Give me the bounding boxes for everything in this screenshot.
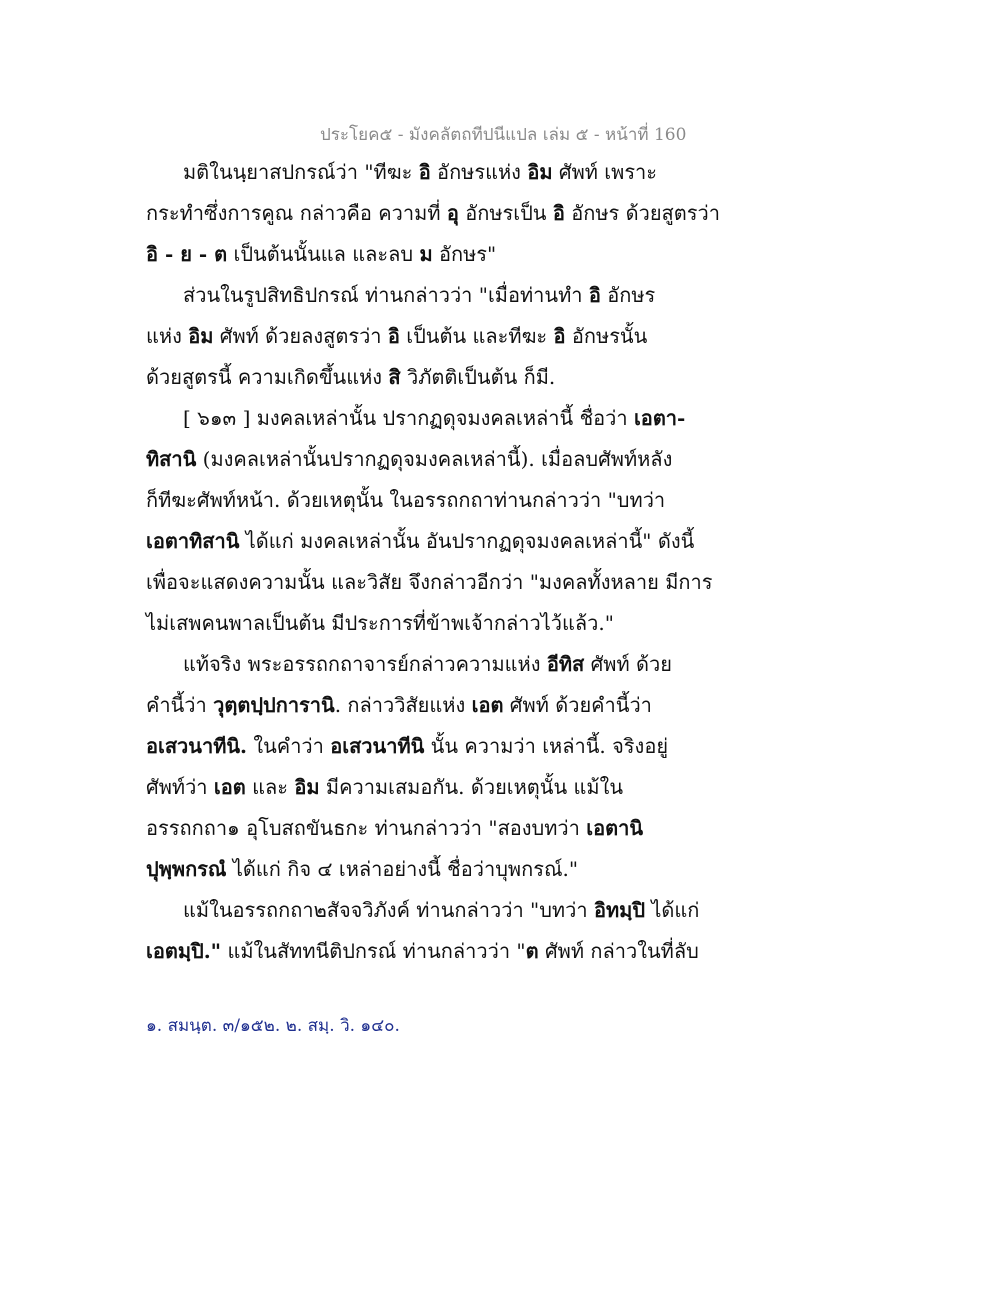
bold-term: อิ — [418, 160, 431, 184]
text-line-8 — [146, 445, 686, 473]
text-run: ศัพท์ กล่าวในที่ลับ — [538, 939, 699, 963]
text-line-3 — [146, 240, 686, 268]
text-line-2 — [146, 199, 720, 227]
bold-term: อิ — [387, 324, 400, 348]
text-run: มติในนฺยาสปกรณ์ว่า "ทีฆะ — [183, 160, 419, 184]
text-line-17 — [146, 814, 686, 842]
running-head: ประโยค๕ - มังคลัตถทีปนีแปล เล่ม ๕ - หน้าที่ 160 — [320, 125, 687, 145]
bold-term: อิม — [527, 160, 553, 184]
bold-term: เอตานิ — [586, 816, 643, 840]
text-run: ส่วนในรูปสิทธิปกรณ์ ท่านกล่าวว่า "เมื่อท่านทำ — [183, 283, 589, 307]
text-line-5 — [146, 322, 686, 350]
text-run: เป็นต้น และทีฆะ — [399, 324, 554, 348]
text-line-16 — [146, 773, 686, 801]
text-line-11 — [146, 568, 713, 596]
text-line-13 — [183, 650, 686, 678]
text-run: แม้ในสัททนีติปกรณ์ ท่านกล่าวว่า " — [221, 939, 526, 963]
bold-term: อิ - ย - ต — [146, 242, 228, 266]
text-line-4 — [183, 281, 686, 309]
text-run: อักษรนั้น — [565, 324, 648, 348]
text-run: เป็นต้นนั้นแล และลบ — [227, 242, 420, 266]
text-line-9 — [146, 486, 686, 514]
bold-term: อิ — [588, 283, 601, 307]
text-run: ก็ทีฆะศัพท์หน้า. ด้วยเหตุนั้น ในอรรถกถาท่านกล่าวว่า "บทว่า — [146, 488, 666, 512]
text-run: ศัพท์ ด้วยคำนี้ว่า — [503, 693, 652, 717]
bold-term: สิ — [388, 365, 401, 389]
text-run: แท้จริง พระอรรถกถาจารย์กล่าวความแห่ง — [183, 652, 547, 676]
text-run: และ — [245, 775, 295, 799]
bold-term: ต — [525, 939, 539, 963]
bold-term: เอตมฺปิ." — [146, 939, 222, 963]
text-line-7 — [183, 404, 686, 432]
bold-term: ปุพฺพกรณํ — [146, 857, 227, 881]
text-run: ศัพท์ เพราะ — [552, 160, 658, 184]
text-line-18 — [146, 855, 686, 883]
text-run: แม้ในอรรถกถา๒สัจจวิภังค์ ท่านกล่าวว่า "บทว่า — [183, 898, 594, 922]
text-line-20 — [146, 937, 699, 965]
text-run: คำนี้ว่า — [146, 693, 214, 717]
text-run: ไม่เสพคนพาลเป็นต้น มีประการที่ข้าพเจ้ากล่าวไว้แล้ว." — [146, 611, 614, 635]
text-line-15 — [146, 732, 686, 760]
text-run: ศัพท์ว่า — [146, 775, 214, 799]
bold-term: เอต — [471, 693, 504, 717]
text-line-14 — [146, 691, 686, 719]
text-run: อักษร — [600, 283, 656, 307]
text-run: ในคำว่า — [247, 734, 331, 758]
text-run: ศัพท์ ด้วย — [584, 652, 672, 676]
text-run: อักษรแห่ง — [430, 160, 528, 184]
bold-term: อิม — [294, 775, 320, 799]
text-run: ศัพท์ ด้วยลงสูตรว่า — [213, 324, 388, 348]
text-run: (มงคลเหล่านั้นปรากฏดุจมงคลเหล่านี้). เมื่อลบศัพท์หลัง — [196, 447, 673, 471]
text-run: กระทำซึ่งการคูณ กล่าวคือ ความที่ — [146, 201, 447, 225]
text-run: อักษร ด้วยสูตรว่า — [564, 201, 720, 225]
bold-term: วุตฺตปฺปการานิ — [213, 693, 335, 717]
bold-term: อุ — [446, 201, 459, 225]
bold-term: เอต — [213, 775, 246, 799]
text-run: ได้แก่ มงคลเหล่านั้น อันปรากฏดุจมงคลเหล่านี้" ดังนี้ — [239, 529, 695, 553]
bold-term: อิ — [552, 201, 565, 225]
bold-term: อิ — [553, 324, 566, 348]
text-run: นั้น ความว่า เหล่านี้. จริงอยู่ — [424, 734, 669, 758]
bold-term: เอตาทิสานิ — [146, 529, 240, 553]
text-line-1 — [183, 158, 686, 186]
bold-term: ทิสานิ — [146, 447, 197, 471]
footnote: ๑. สมนฺต. ๓/๑๕๒. ๒. สมฺ. วิ. ๑๔๐. — [146, 1016, 400, 1036]
text-run: อักษร" — [432, 242, 497, 266]
text-run: เพื่อจะแสดงความนั้น และวิสัย จึงกล่าวอีกว่า "มงคลทั้งหลาย มีการ — [146, 570, 713, 594]
text-line-6 — [146, 363, 686, 391]
bold-term: อเสวนาทีนิ — [330, 734, 425, 758]
text-line-19 — [183, 896, 700, 924]
text-run: ได้แก่ กิจ ๔ เหล่าอย่างนี้ ชื่อว่าบุพกรณ์." — [226, 857, 579, 881]
text-run: แห่ง — [146, 324, 189, 348]
bold-term: อิม — [188, 324, 214, 348]
bold-term: อีทิส — [546, 652, 585, 676]
text-run: ด้วยสูตรนี้ ความเกิดขึ้นแห่ง — [146, 365, 389, 389]
text-run: อรรถกถา๑ อุโบสถขันธกะ ท่านกล่าวว่า "สองบทว่า — [146, 816, 587, 840]
text-run: มีความเสมอกัน. ด้วยเหตุนั้น แม้ใน — [319, 775, 624, 799]
bold-term: อิทมฺปิ — [593, 898, 646, 922]
bold-term: เอตา- — [633, 406, 686, 430]
bold-term: อเสวนาทีนิ. — [146, 734, 248, 758]
text-line-10 — [146, 527, 695, 555]
text-line-12 — [146, 609, 686, 637]
text-run: วิภัตติเป็นต้น ก็มี. — [400, 365, 556, 389]
text-run: [ ๖๑๓ ] มงคลเหล่านั้น ปรากฏดุจมงคลเหล่านี้ ชื่อว่า — [183, 406, 634, 430]
bold-term: ม — [419, 242, 433, 266]
text-run: ได้แก่ — [645, 898, 700, 922]
text-run: อักษรเป็น — [458, 201, 553, 225]
text-run: . กล่าววิสัยแห่ง — [334, 693, 472, 717]
